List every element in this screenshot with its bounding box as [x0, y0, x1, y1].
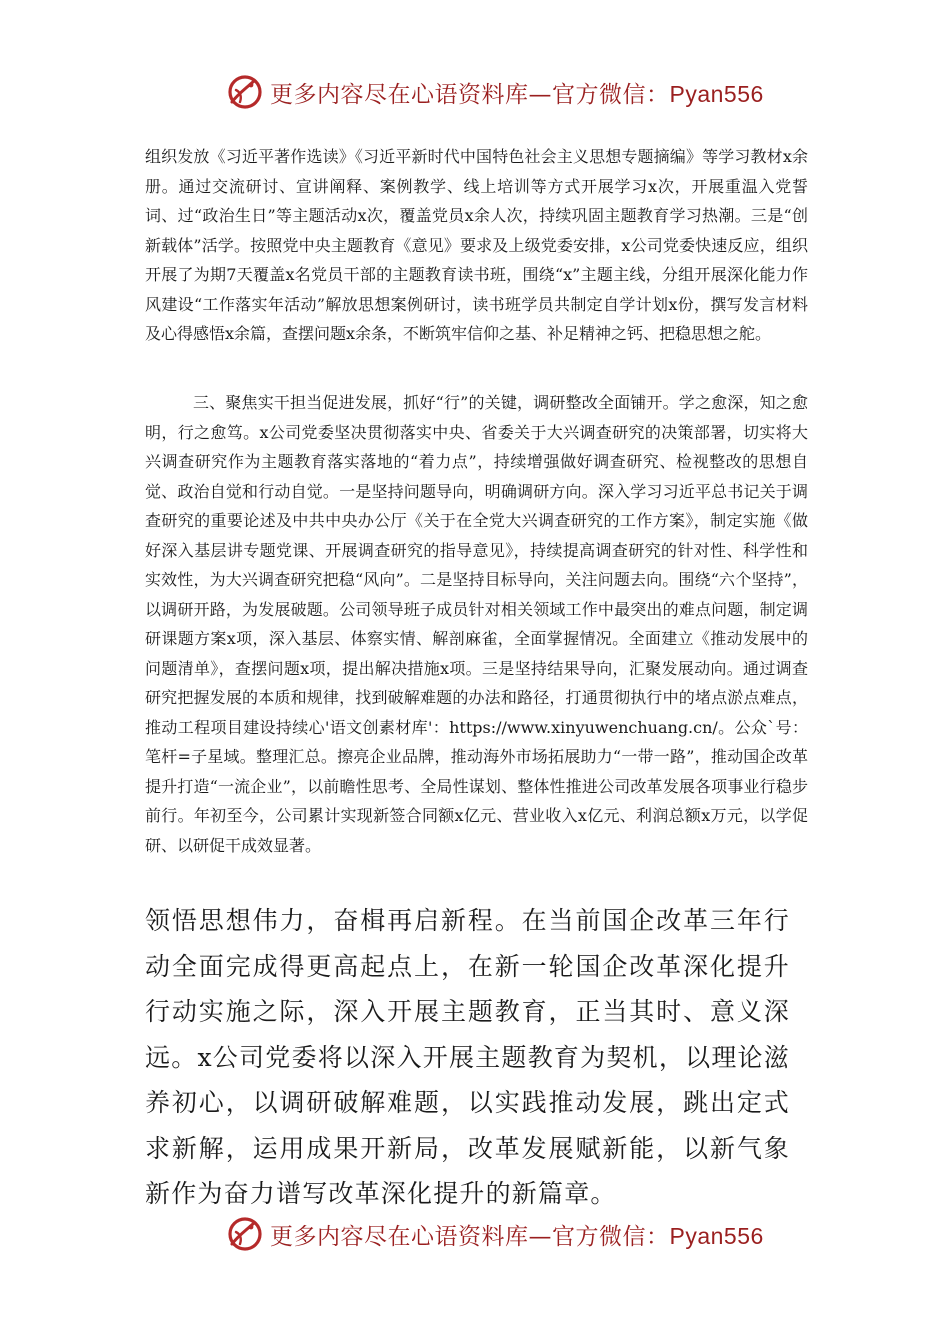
footer-banner	[224, 1212, 764, 1256]
brush-logo-icon	[224, 72, 264, 112]
header-banner	[224, 70, 764, 114]
paragraph-3: 领悟思想伟力，奋楫再启新程。在当前国企改革三年行动全面完成得更高起点上，在新一轮国企改革深化提升行动实施之际，深入开展主题教育，正当其时、意义深远。x公司党委将以深入开展主题教育为契机，以理论滋养初心，以调研破解难题，以实践推动发展，跳出定式求新解，运用成果开新局，改革发展赋新能，以新气象新作为奋力谱写改革深化提升的新篇章。	[145, 906, 790, 1208]
paragraph-2: 三、聚焦实干担当促进发展，抓好“行”的关键，调研整改全面铺开。学之愈深，知之愈明，行之愈笃。x公司党委坚决贯彻落实中央、省委关于大兴调查研究的决策部署，切实将大兴调查研究作为主题教育落实落地的“着力点”，持续增强做好调查研究、检视整改的思想自觉、政治自觉和行动自觉。一是坚持问题导向，明确调研方向。深入学习习近平总书记关于调查研究的重要论述及中共中央办公厅《关于在全党大兴调查研究的工作方案》，制定实施《做好深入基层讲专题党课、开展调查研究的指导意见》，持续提高调查研究的针对性、科学性和实效性，为大兴调查研究把稳“风向”。二是坚持目标导向，关注问题去向。围绕“六个坚持”，以调研开路，为发展破题。公司领导班子成员针对相关领域工作中最突出的难点问题，制定调研课题方案x项，深入基层、体察实情、解剖麻雀，全面掌握情况。全面建立《推动发展中的问题清单》，查摆问题x项，提出解决措施x项。三是坚持结果导向，汇聚发展动向。通过调查研究把握发展的本质和规律，找到破解难题的办法和路径，打通贯彻执行中的堵点淤点难点，推动工程项目建设持续心'语文创素材库'：https://www.xinyuwenchuang.cn/。公众`号：笔杆=子星域。整理汇总。擦亮企业品牌，推动海外市场拓展助力“一带一路”，推动国企改革提升打造“一流企业”，以前瞻性思考、全局性谋划、整体性推进公司改革发展各项事业行稳步前行。年初至今，公司累计实现新签合同额x亿元、营业收入x亿元、利润总额x万元，以学促研、以研促干成效显著。	[145, 393, 808, 855]
banner-main-text: 更多内容尽在心语资料库—官方微信：	[270, 81, 670, 108]
banner-text	[270, 76, 764, 109]
banner-wechat-id: Pyan556	[669, 80, 764, 107]
banner-main-text: 更多内容尽在心语资料库—官方微信：	[270, 1223, 670, 1250]
paragraph-1: 组织发放《习近平著作选读》《习近平新时代中国特色社会主义思想专题摘编》等学习教材x余册。通过交流研讨、宣讲阐释、案例教学、线上培训等方式开展学习x次，开展重温入党誓词、过“政治生日”等主题活动x次，覆盖党员x余人次，持续巩固主题教育学习热潮。三是“创新载体”活学。按照党中央主题教育《意见》要求及上级党委安排，x公司党委快速反应，组织开展了为期7天覆盖x名党员干部的主题教育读书班，围绕“x”主题主线，分组开展深化能力作风建设“工作落实年活动”解放思想案例研讨，读书班学员共制定自学计划x份，撰写发言材料及心得感悟x余篇，查摆问题x余条，不断筑牢信仰之基、补足精神之钙、把稳思想之舵。	[145, 147, 808, 343]
banner-wechat-id: Pyan556	[669, 1222, 764, 1249]
banner-text	[270, 1218, 764, 1251]
brush-logo-icon	[224, 1214, 264, 1254]
